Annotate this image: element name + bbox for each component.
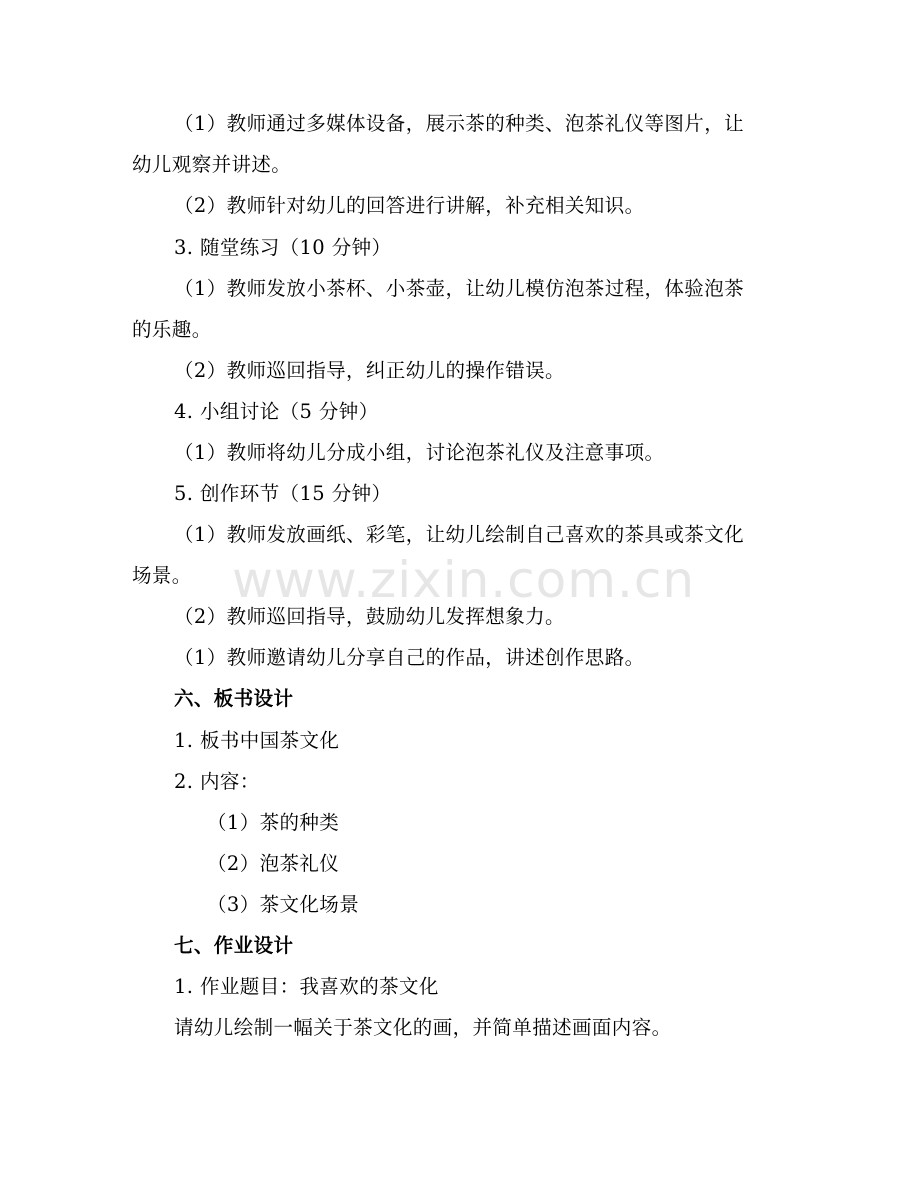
text-line: （2）教师巡回指导，纠正幼儿的操作错误。 <box>174 359 565 382</box>
watermark: www.zixin.com.cn <box>232 551 696 609</box>
section-heading: 六、板书设计 <box>174 687 294 710</box>
text-line: （2）教师巡回指导，鼓励幼儿发挥想象力。 <box>174 605 565 628</box>
section-heading: 七、作业设计 <box>174 934 294 957</box>
section-item: 1. 作业题目：我喜欢的茶文化 <box>174 975 439 998</box>
section-item: 3. 随堂练习（10 分钟） <box>174 236 392 259</box>
text-line: （1）教师发放小茶杯、小茶壶，让幼儿模仿泡茶过程，体验泡茶 <box>174 277 745 300</box>
text-line: 场景。 <box>132 564 192 587</box>
section-item: 4. 小组讨论（5 分钟） <box>174 400 379 423</box>
sub-item: （2）泡茶礼仪 <box>207 852 340 875</box>
text-line: （2）教师针对幼儿的回答进行讲解，补充相关知识。 <box>174 194 645 217</box>
sub-item: （3）茶文化场景 <box>207 893 360 916</box>
text-line: （1）教师通过多媒体设备，展示茶的种类、泡茶礼仪等图片，让 <box>174 112 745 135</box>
sub-item: （1）茶的种类 <box>207 811 340 834</box>
text-line: 幼儿观察并讲述。 <box>132 153 292 176</box>
text-line: （1）教师将幼儿分成小组，讨论泡茶礼仪及注意事项。 <box>174 441 665 464</box>
text-line: （1）教师发放画纸、彩笔，让幼儿绘制自己喜欢的茶具或茶文化 <box>174 523 745 546</box>
section-item: 2. 内容： <box>174 770 260 793</box>
section-item: 1. 板书中国茶文化 <box>174 729 340 752</box>
text-line: 的乐趣。 <box>132 318 212 341</box>
section-item: 5. 创作环节（15 分钟） <box>174 482 392 505</box>
text-line: 请幼儿绘制一幅关于茶文化的画，并简单描述画面内容。 <box>174 1016 672 1039</box>
text-line: （1）教师邀请幼儿分享自己的作品，讲述创作思路。 <box>174 646 645 669</box>
